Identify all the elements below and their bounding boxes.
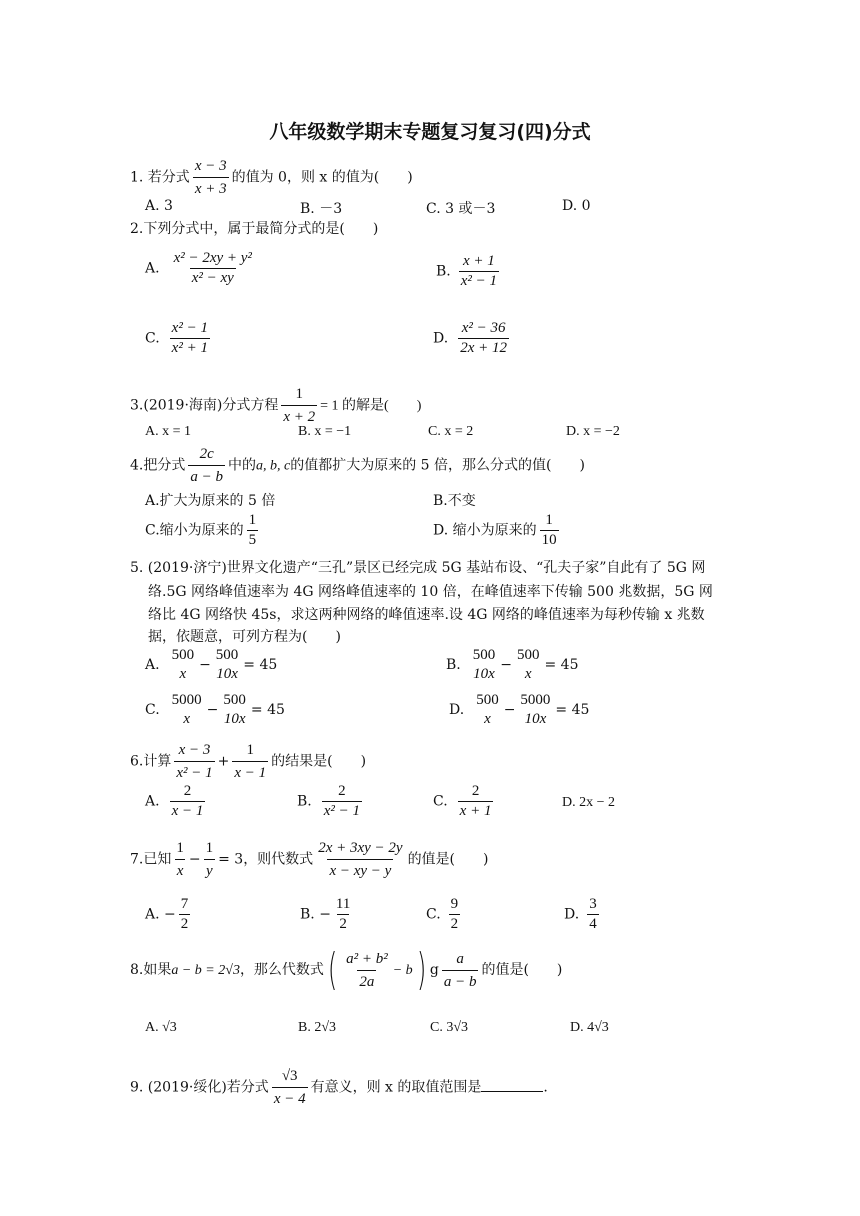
q4-option-a: A.扩大为原来的 5 倍: [145, 493, 276, 509]
q5-option-d: D. 500 x − 5000 10x = 45: [449, 692, 590, 727]
q7-option-a: A. − $\frac{7}{2}$: [145, 896, 189, 932]
q1-option-b: B. －3: [300, 201, 343, 217]
q1-stem-pre: 1. 若分式: [130, 169, 190, 186]
answer-blank[interactable]: [481, 1077, 543, 1092]
q4-option-c: C.缩小为原来的 $\frac{1}{5}$: [145, 512, 257, 548]
q7-option-c: C. $\frac{9}{2}$: [426, 896, 459, 932]
q2-stem: 2.下列分式中，属于最简分式的是( ): [130, 221, 379, 237]
q4-option-d: D. 缩小为原来的 $\frac{1}{10}$: [433, 512, 557, 548]
q8-option-d: D. 4√3: [570, 1020, 609, 1035]
q7-option-b: B. − $\frac{11}{2}$: [300, 896, 351, 932]
q7-option-d: D. $\frac{3}{4}$: [564, 896, 597, 932]
page-title: 八年级数学期末专题复习复习(四)分式: [269, 121, 591, 143]
q2-option-b: B. $\frac{x + 1}{\text{x² − 1}}$: [436, 253, 498, 289]
q4-fraction: $\frac{2c}{a - b}$: [190, 446, 223, 485]
question-3: 3.(2019·海南)分式方程 $\frac{1}{x + 2}$ = 1 的解是( ): [130, 386, 422, 425]
q1-option-a: A. 3: [145, 198, 173, 214]
q3-fraction: $\frac{1}{x + 2}$: [283, 386, 316, 425]
right-paren-icon: ): [416, 944, 426, 995]
q3-option-b: B. x = −1: [298, 424, 352, 439]
q5-line-1: 5. (2019·济宁)世界文化遗产“三孔”景区已经完成 5G 基站布设、“孔夫子家”自此有了 5G 网: [130, 560, 706, 576]
q3-option-a: A. x = 1: [145, 424, 192, 439]
q5-line-4: 据，依题意，可列方程为( ): [148, 629, 341, 645]
q1-stem-post: 的值为 0，则 x 的值为( ): [231, 169, 413, 186]
q3-option-c: C. x = 2: [428, 424, 474, 439]
q2-option-c: C. $\frac{\text{x² − 1}}{\text{x² + 1}}$: [145, 320, 208, 356]
q8-option-c: C. 3√3: [430, 1020, 469, 1035]
q1-option-c: C. 3 或－3: [426, 201, 496, 217]
q6-option-c: C. $\frac{2}{x + 1}$: [433, 783, 492, 819]
q6-option-d: D. 2x − 2: [562, 795, 616, 810]
q5-line-3: 络比 4G 网络快 45s，求这两种网络的峰值速率.设 4G 网络的峰值速率为每秒传输 x 兆数: [148, 607, 705, 623]
question-9: 9. (2019·绥化)若分式 $\frac{√3}{x - 4}$ 有意义，则 x 的取值范围是 .: [130, 1068, 548, 1107]
left-paren-icon: (: [327, 944, 338, 995]
q4-option-b: B.不变: [433, 493, 476, 509]
question-7: 7.已知 $\frac{1}{x}$ − $\frac{1}{y}$ = 3，则代数式 $\frac{2x + 3xy - 2y}{x - xy - y}$ 的值是( ): [130, 840, 489, 879]
q6-option-a: A. $\frac{2}{x - 1}$: [145, 783, 204, 819]
q1-option-d: D. 0: [562, 198, 591, 214]
q5-line-2: 络.5G 网络峰值速率为 4G 网络峰值速率的 10 倍，在峰值速率下传输 500 兆数据，5G 网: [148, 584, 713, 600]
question-4: 4.把分式 $\frac{2c}{a - b}$ 中的a, b, c的值都扩大为原来的 5 倍，那么分式的值( ): [130, 446, 585, 485]
q2-option-a: A. $\frac{\text{x² − 2xy + y²}}{\text{x² − xy}}$: [145, 250, 252, 286]
q1-fraction: $\frac{x - 3}{x + 3}$: [194, 158, 227, 197]
q8-option-a: A. √3: [145, 1020, 177, 1035]
q2-option-d: D. $\frac{\text{x² − 36}}{2x + 12}$: [433, 320, 507, 356]
q5-option-b: B. 500 10x − 500 x = 45: [446, 647, 579, 682]
q5-option-a: A. 500 x − 500 10x = 45: [145, 647, 278, 682]
question-1: [130, 156, 413, 199]
q6-option-b: B. $\frac{2}{\text{x² − 1}}$: [297, 783, 361, 819]
question-6: 6.计算 $\frac{x - 3}{\text{x² − 1}}$ + $\frac{1}{x - 1}$ 的结果是( ): [130, 742, 367, 781]
q8-option-b: B. 2√3: [298, 1020, 337, 1035]
q5-option-c: C. 5000 x − 500 10x = 45: [145, 692, 285, 727]
question-8: 8.如果a − b = 2√3，那么代数式( $\frac{\text{a² + b²}}{2a}$ − b) g $\frac{a}{a - b}$ 的值是( ): [130, 944, 563, 995]
q3-option-d: D. x = −2: [566, 424, 620, 439]
